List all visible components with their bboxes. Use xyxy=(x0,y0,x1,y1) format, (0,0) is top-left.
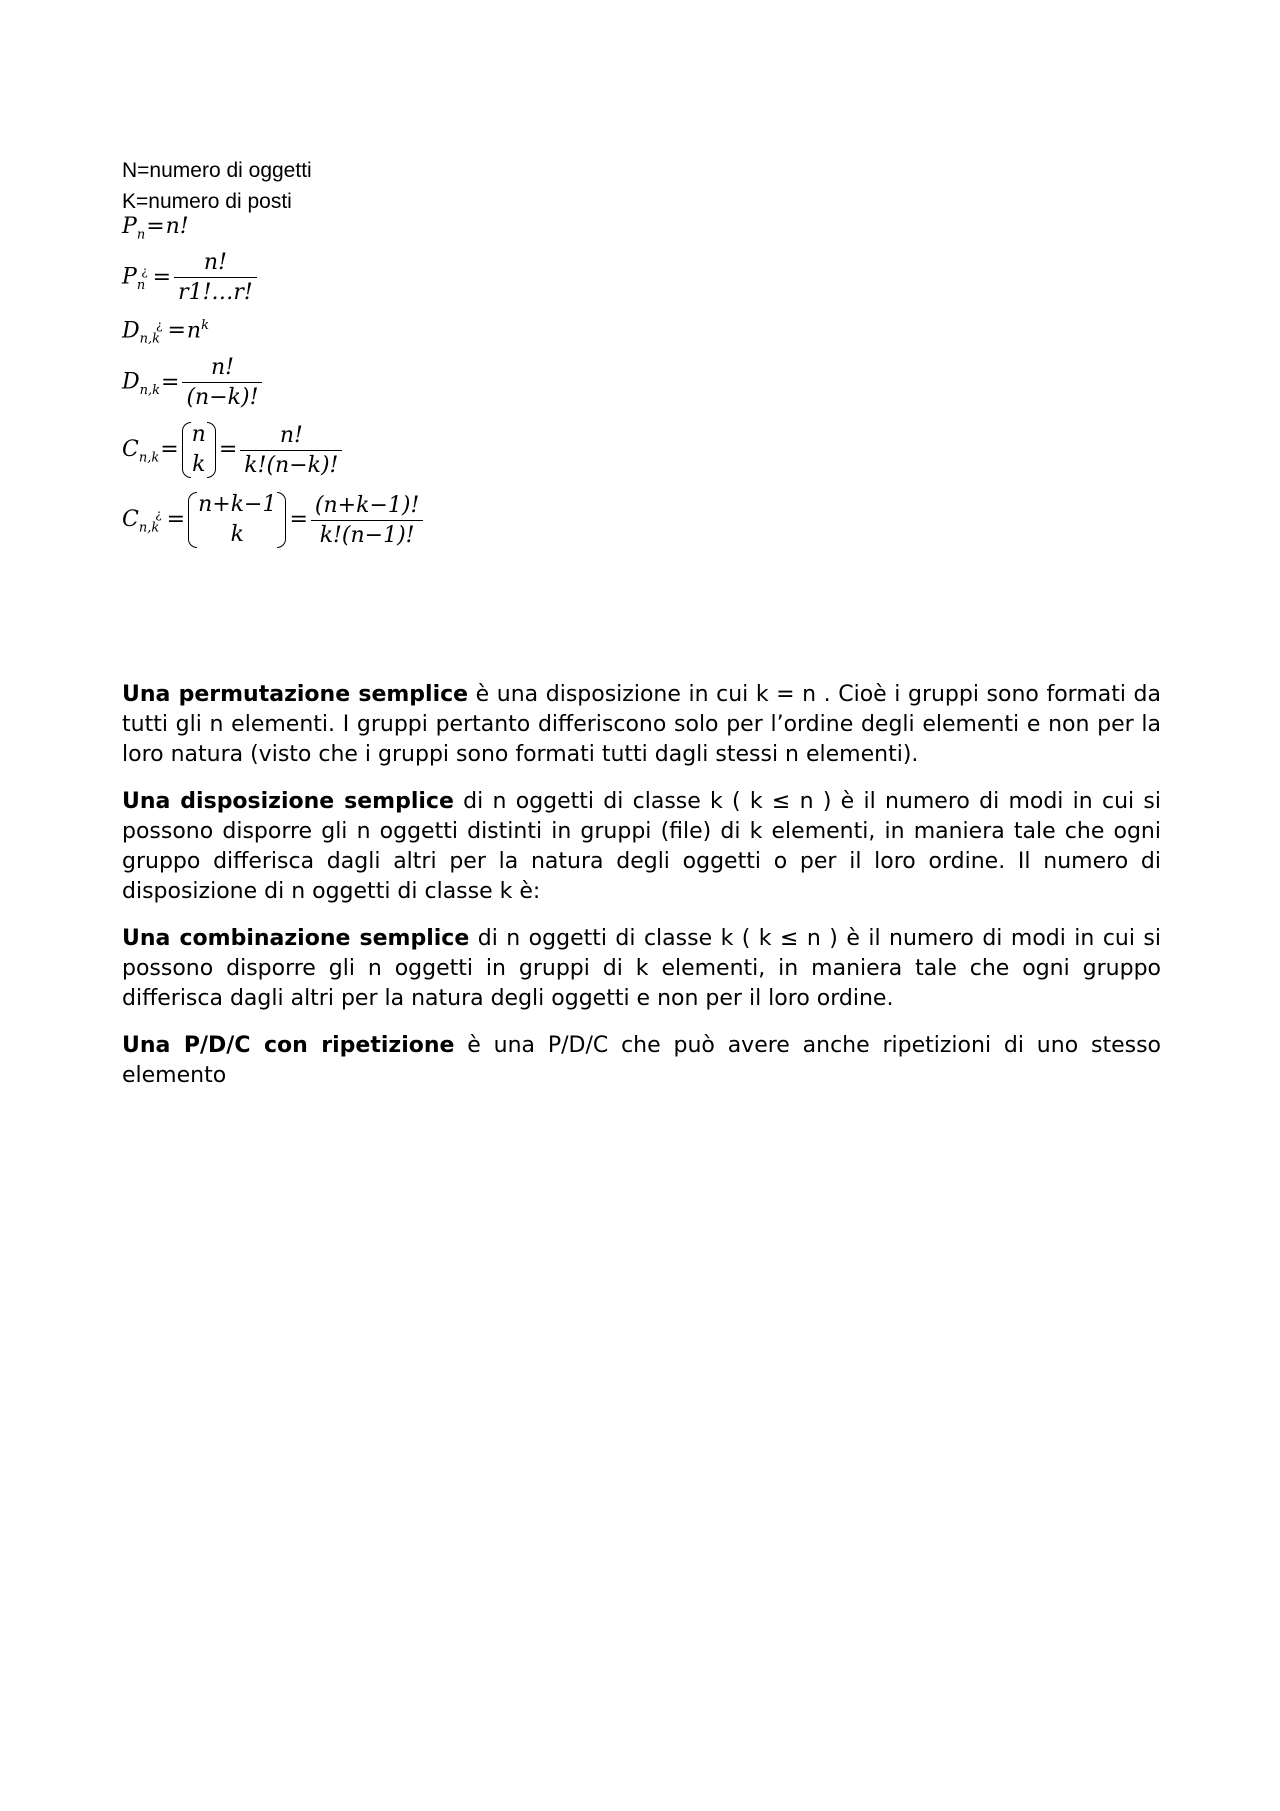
paragraph-text: di n oggetti di classe k ( k ≤ n ) è il numero di modi in cui si possono disporre gli n oggetti in gruppi di k elementi, in maniera tale che ogni gruppo differisca dagli altri per la natura degli oggetti e non per il loro ordine. xyxy=(122,926,1162,1011)
formula-symbol: C xyxy=(122,437,139,462)
term-repetition: Una P/D/C con ripetizione xyxy=(122,1033,455,1058)
fraction xyxy=(182,355,262,410)
formula-exponent: k xyxy=(201,318,209,333)
formula-subscript: n xyxy=(136,227,146,243)
formula-disposition-repetition: $D_{n,k}^¿ =n^k$ xyxy=(122,318,209,347)
fraction xyxy=(240,423,342,478)
formula-symbol: P xyxy=(122,214,137,239)
fraction-numerator: n! xyxy=(240,423,342,451)
term-disposition: Una disposizione semplice xyxy=(122,789,454,814)
paragraph-repetition xyxy=(122,1031,1161,1091)
term-permutation: Una permutazione semplice xyxy=(122,682,469,707)
fraction-denominator: (n−k)! xyxy=(186,385,259,410)
fraction-denominator: r1!…r! xyxy=(178,280,253,305)
term-combination: Una combinazione semplice xyxy=(122,926,470,951)
binomial-top: n+k−1 xyxy=(198,492,277,517)
formula-subscript: n,k xyxy=(138,520,160,536)
paragraph-text: è una P/D/C che può avere anche ripetizioni di uno stesso elemento xyxy=(122,1033,1161,1088)
fraction-denominator: k!(n−k)! xyxy=(244,452,339,478)
fraction-denominator: k!(n−1)! xyxy=(319,522,415,548)
formula-subscript: n,k xyxy=(139,331,161,347)
formula-permutation: $P_n=n$! xyxy=(122,214,189,243)
formula-symbol: C xyxy=(122,507,139,532)
binomial-bottom: k xyxy=(230,522,244,547)
paragraph-disposition xyxy=(122,787,1161,907)
fraction-numerator: n! xyxy=(182,355,262,383)
formula-subscript: n xyxy=(136,277,146,293)
formula-symbol: D xyxy=(122,318,140,344)
formula-combination: $C_{n,k}=$ n k = $\frac{n!}{k!(n-k)!}$ xyxy=(122,420,344,480)
paragraph-combination xyxy=(122,924,1161,1014)
formula-rhs: n! xyxy=(165,214,189,239)
formula-mark: ¿ xyxy=(156,318,163,332)
formula-symbol: D xyxy=(122,369,140,395)
paragraph-permutation xyxy=(122,680,1161,770)
definitions-block xyxy=(122,155,312,217)
formula-mark: ¿ xyxy=(141,264,148,279)
fraction xyxy=(174,250,257,305)
binomial xyxy=(182,420,216,480)
formula-mark: ¿ xyxy=(155,506,162,521)
k-definition: K=numero di posti xyxy=(122,190,292,213)
formula-disposition: $D_{n,k}=$ $\frac{n!}{(n-k)!}$ xyxy=(122,355,264,410)
formula-symbol: P xyxy=(122,264,137,290)
fraction xyxy=(311,493,423,548)
paragraph-text: di n oggetti di classe k ( k ≤ n ) è il numero di modi in cui si possono disporre gli n oggetti distinti in gruppi (file) di k elementi, in maniera tale che ogni gruppo differisca dagli altri per la natura degli oggetti o per il loro ordine. Il numero di disposizione di n oggetti di classe k è: xyxy=(122,789,1161,904)
binomial xyxy=(188,490,286,550)
fraction-numerator: (n+k−1)! xyxy=(311,493,423,521)
n-definition: N=numero di oggetti xyxy=(122,159,312,182)
fraction-numerator: n! xyxy=(174,250,257,278)
formula-subscript: n,k xyxy=(138,450,160,466)
formula-permutation-repetition: $P_n^¿$ = $\frac{n!}{r1!\dots r!}$ xyxy=(122,250,259,305)
binomial-bottom: k xyxy=(192,452,206,477)
body-text xyxy=(122,680,1161,1108)
formula-combination-repetition: $C_{n,k}^¿$ = n+k−1 k = $\frac{(n+k-1)!}{k!(n-1)!}$ xyxy=(122,490,425,550)
binomial-top: n xyxy=(191,422,206,447)
formula-base: n xyxy=(186,318,202,344)
formula-subscript: n,k xyxy=(139,382,161,398)
paragraph-text: è una disposizione in cui k = n . Cioè i gruppi sono formati da tutti gli n elementi. I gruppi pertanto differiscono solo per l’ordine degli elementi e non per la loro natura (visto che i gruppi sono formati tutti dagli stessi n elementi). xyxy=(122,682,1161,767)
